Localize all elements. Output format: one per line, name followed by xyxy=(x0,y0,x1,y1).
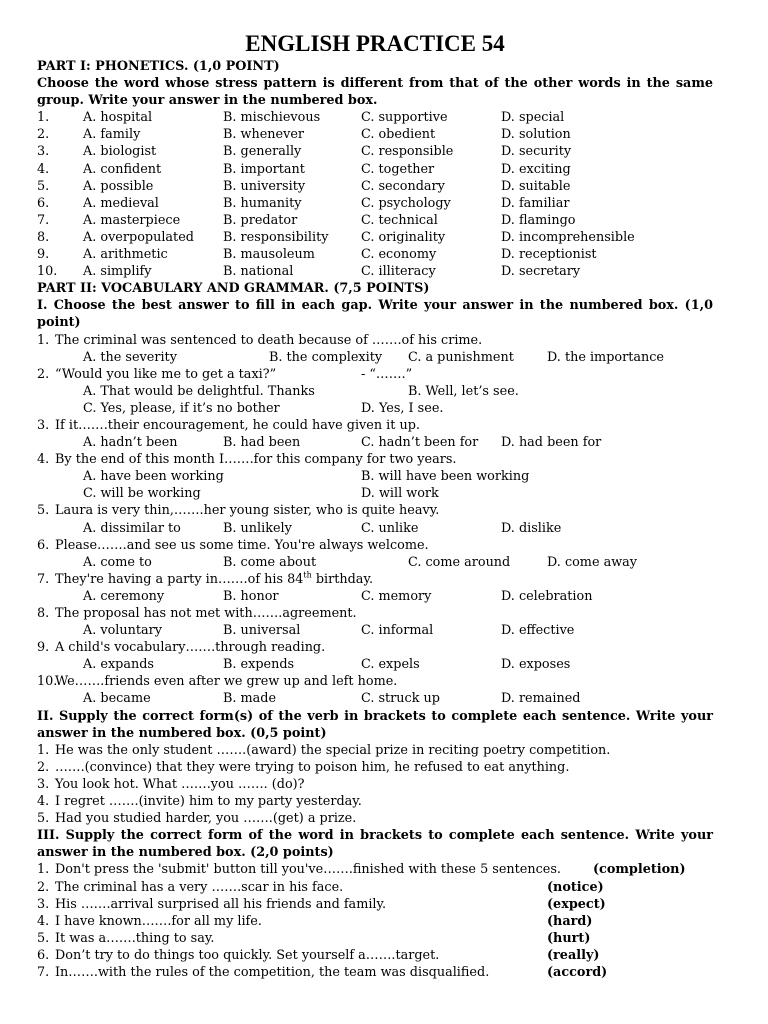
row-number: 3. xyxy=(37,144,50,160)
option-b: B. honor xyxy=(223,588,279,604)
option-b: B. had been xyxy=(223,435,301,451)
option-c: C. a punishment xyxy=(408,349,514,365)
item-number: 7. xyxy=(37,964,50,980)
option-d: D. will work xyxy=(361,486,439,502)
option-a: A. medieval xyxy=(83,195,159,211)
question-1-options xyxy=(37,349,713,366)
item-text: You look hot. What …….you ……. (do)? xyxy=(55,776,305,792)
phonetics-row xyxy=(37,143,713,160)
option-b: B. the complexity xyxy=(269,349,383,365)
question-4-options-row1 xyxy=(37,468,713,485)
phonetics-row xyxy=(37,161,713,178)
option-c: C. will be working xyxy=(83,486,201,502)
option-b: B. national xyxy=(223,264,294,280)
sec2-instruction-line1: II. Supply the correct form(s) of the verb in brackets to complete each sentence. Write your xyxy=(37,708,713,724)
question-3: 3. If it…….their encouragement, he could have given it up. xyxy=(37,417,420,433)
list-item xyxy=(37,793,713,810)
part2-heading: PART II: VOCABULARY AND GRAMMAR. (7,5 POINTS) xyxy=(37,281,430,297)
option-b: B. mischievous xyxy=(223,110,321,126)
word-hint: (completion) xyxy=(593,862,686,878)
phonetics-row xyxy=(37,109,713,126)
question-1: 1. The criminal was sentenced to death because of …….of his crime. xyxy=(37,332,483,348)
option-b: B. made xyxy=(223,691,277,707)
option-d: D. secretary xyxy=(501,264,581,280)
row-number: 5. xyxy=(37,178,50,194)
option-b: B. whenever xyxy=(223,127,305,143)
option-a: A. the severity xyxy=(83,349,177,365)
list-item xyxy=(37,913,713,930)
row-number: 4. xyxy=(37,161,50,177)
row-number: 7. xyxy=(37,212,50,228)
option-d: D. familiar xyxy=(501,195,570,211)
option-c: C. together xyxy=(361,161,435,177)
option-c: C. technical xyxy=(361,212,438,228)
option-b: B. expends xyxy=(223,657,295,673)
list-item xyxy=(37,861,713,878)
option-d: D. Yes, I see. xyxy=(361,400,444,416)
phonetics-row xyxy=(37,212,713,229)
option-c: C. struck up xyxy=(361,691,440,707)
phonetics-row xyxy=(37,263,713,280)
question-6-options xyxy=(37,554,713,571)
item-text: Don’t try to do things too quickly. Set yourself a…….target. xyxy=(55,947,440,963)
word-hint: (hurt) xyxy=(547,930,591,946)
item-number: 4. xyxy=(37,794,50,810)
option-a: A. arithmetic xyxy=(83,247,168,263)
phonetics-row xyxy=(37,126,713,143)
list-item xyxy=(37,930,713,947)
option-c: C. psychology xyxy=(361,195,451,211)
phonetics-table xyxy=(37,109,713,280)
option-d: D. suitable xyxy=(501,178,571,194)
item-number: 5. xyxy=(37,930,50,946)
option-d: D. flamingo xyxy=(501,212,576,228)
option-a: A. hospital xyxy=(83,110,153,126)
option-d: D. had been for xyxy=(501,435,602,451)
phonetics-row xyxy=(37,195,713,212)
option-b: B. generally xyxy=(223,144,302,160)
option-c: C. supportive xyxy=(361,110,448,126)
option-c: C. illiteracy xyxy=(361,264,436,280)
option-a: A. masterpiece xyxy=(83,212,181,228)
question-9-options xyxy=(37,656,713,673)
option-b: B. important xyxy=(223,161,305,177)
question-2-options-row2 xyxy=(37,400,713,417)
phonetics-row xyxy=(37,178,713,195)
row-number: 9. xyxy=(37,247,50,263)
item-text: It was a…….thing to say. xyxy=(55,930,215,946)
option-a: A. dissimilar to xyxy=(83,520,181,536)
question-4: 4. By the end of this month I…….for this company for two years. xyxy=(37,452,457,468)
item-text: I have known…….for all my life. xyxy=(55,913,262,929)
option-a: A. family xyxy=(83,127,141,143)
sec2-instruction-line2: answer in the numbered box. (0,5 point) xyxy=(37,725,327,741)
row-number: 10. xyxy=(37,264,58,280)
item-text: His …….arrival surprised all his friends and family. xyxy=(55,896,387,912)
option-a: A. come to xyxy=(83,554,152,570)
list-item xyxy=(37,742,713,759)
word-hint: (notice) xyxy=(547,879,604,895)
question-10: 10. We…….friends even after we grew up and left home. xyxy=(37,674,398,690)
question-2: 2. “Would you like me to get a taxi?” - “…….” xyxy=(37,366,413,382)
item-text: He was the only student …….(award) the special prize in reciting poetry competition. xyxy=(55,742,611,758)
item-number: 2. xyxy=(37,879,50,895)
option-a: A. confident xyxy=(83,161,162,177)
question-2-options-row1 xyxy=(37,383,713,400)
option-d: D. celebration xyxy=(501,588,593,604)
sec3-instruction-line1: III. Supply the correct form of the word in brackets to complete each sentence. Write your xyxy=(37,828,713,844)
option-a: A. That would be delightful. Thanks xyxy=(83,383,315,399)
option-c: C. originality xyxy=(361,229,446,245)
sec1-instruction-line1: I. Choose the best answer to fill in each gap. Write your answer in the numbered box. (1,0 xyxy=(37,298,713,314)
option-c: C. Yes, please, if it’s no bother xyxy=(83,400,280,416)
row-number: 1. xyxy=(37,110,50,126)
question-2-reply: - “…….” xyxy=(361,366,413,382)
option-b: B. mausoleum xyxy=(223,247,315,263)
item-number: 6. xyxy=(37,947,50,963)
option-b: B. come about xyxy=(223,554,317,570)
question-7-options xyxy=(37,588,713,605)
option-c: C. come around xyxy=(408,554,511,570)
list-item xyxy=(37,896,713,913)
item-number: 2. xyxy=(37,759,50,775)
list-item xyxy=(37,759,713,776)
question-8: 8. The proposal has not met with…….agreement. xyxy=(37,606,357,621)
word-hint: (hard) xyxy=(547,913,593,929)
option-b: B. predator xyxy=(223,212,298,228)
option-c: C. informal xyxy=(361,623,434,639)
option-d: D. receptionist xyxy=(501,247,597,263)
option-d: D. security xyxy=(501,144,572,160)
option-c: C. secondary xyxy=(361,178,445,194)
list-item xyxy=(37,776,713,793)
option-d: D. effective xyxy=(501,623,575,639)
question-3-options xyxy=(37,434,713,451)
part1-instruction-line1: Choose the word whose stress pattern is different from that of the other words in the same xyxy=(37,76,713,92)
option-b: B. will have been working xyxy=(361,469,530,485)
sec1-instruction-line2: point) xyxy=(37,315,81,331)
option-c: C. unlike xyxy=(361,520,419,536)
list-item xyxy=(37,879,713,896)
question-7: 7. They're having a party in…….of his 84th birthday. xyxy=(37,570,374,587)
item-number: 1. xyxy=(37,742,50,758)
question-9: 9. A child's vocabulary…….through reading. xyxy=(37,640,326,656)
option-c: C. expels xyxy=(361,657,420,673)
item-text: …….(convince) that they were trying to poison him, he refused to eat anything. xyxy=(55,759,570,775)
option-c: C. hadn’t been for xyxy=(361,435,479,451)
item-text: Don't press the 'submit' button till you've…….finished with these 5 sentences. xyxy=(55,862,561,878)
row-number: 8. xyxy=(37,229,50,245)
option-b: B. universal xyxy=(223,623,301,639)
worksheet-page xyxy=(37,30,713,981)
option-d: D. come away xyxy=(547,554,638,570)
option-d: D. exciting xyxy=(501,161,571,177)
option-c: C. economy xyxy=(361,247,437,263)
option-c: C. responsible xyxy=(361,144,454,160)
item-number: 3. xyxy=(37,776,50,792)
question-8-options xyxy=(37,622,713,639)
option-c: C. memory xyxy=(361,588,432,604)
option-b: B. responsibility xyxy=(223,229,329,245)
part1-instruction-line2: group. Write your answer in the numbered box. xyxy=(37,93,378,109)
phonetics-row xyxy=(37,246,713,263)
list-item xyxy=(37,964,713,981)
word-form-list xyxy=(37,861,713,981)
option-d: D. dislike xyxy=(501,520,562,536)
option-a: A. hadn’t been xyxy=(83,435,178,451)
page-title: ENGLISH PRACTICE 54 xyxy=(245,31,505,56)
option-a: A. have been working xyxy=(83,469,224,485)
part1-heading: PART I: PHONETICS. (1,0 POINT) xyxy=(37,59,280,74)
option-d: D. the importance xyxy=(547,349,664,365)
list-item xyxy=(37,947,713,964)
option-d: D. exposes xyxy=(501,657,571,673)
item-number: 3. xyxy=(37,896,50,912)
phonetics-row xyxy=(37,229,713,246)
item-text: In…….with the rules of the competition, the team was disqualified. xyxy=(55,964,490,980)
item-number: 1. xyxy=(37,862,50,878)
word-hint: (really) xyxy=(547,947,600,963)
row-number: 2. xyxy=(37,127,50,143)
verb-form-list xyxy=(37,742,713,827)
option-a: A. ceremony xyxy=(83,588,165,604)
option-b: B. unlikely xyxy=(223,520,292,536)
option-d: D. incomprehensible xyxy=(501,229,635,245)
option-d: D. solution xyxy=(501,127,571,143)
option-a: A. voluntary xyxy=(83,623,163,639)
option-a: A. simplify xyxy=(83,264,152,280)
option-a: A. overpopulated xyxy=(83,229,194,245)
word-hint: (accord) xyxy=(547,964,608,980)
item-number: 4. xyxy=(37,913,50,929)
option-a: A. expands xyxy=(83,657,154,673)
word-hint: (expect) xyxy=(547,896,606,912)
item-text: I regret …….(invite) him to my party yesterday. xyxy=(55,794,362,810)
list-item xyxy=(37,810,713,827)
option-a: A. possible xyxy=(83,178,154,194)
item-number: 5. xyxy=(37,811,50,827)
sec3-instruction-line2: answer in the numbered box. (2,0 points) xyxy=(37,845,334,861)
question-6: 6. Please…….and see us some time. You're always welcome. xyxy=(37,537,429,553)
question-5-options xyxy=(37,520,713,537)
question-10-options xyxy=(37,690,713,707)
option-c: C. obedient xyxy=(361,127,436,143)
question-5: 5. Laura is very thin,…….her young sister, who is quite heavy. xyxy=(37,503,440,519)
option-b: B. humanity xyxy=(223,195,302,211)
row-number: 6. xyxy=(37,195,50,211)
option-b: B. Well, let’s see. xyxy=(408,383,519,399)
option-d: D. special xyxy=(501,110,565,126)
option-d: D. remained xyxy=(501,691,581,707)
option-a: A. became xyxy=(83,691,151,707)
item-text: The criminal has a very …….scar in his face. xyxy=(55,879,344,895)
option-a: A. biologist xyxy=(83,144,157,160)
question-4-options-row2 xyxy=(37,485,713,502)
item-text: Had you studied harder, you …….(get) a prize. xyxy=(55,811,357,827)
option-b: B. university xyxy=(223,178,306,194)
